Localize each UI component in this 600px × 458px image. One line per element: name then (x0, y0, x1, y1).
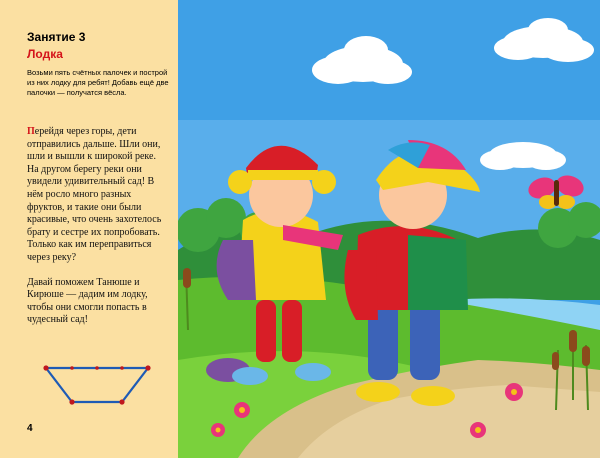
story-paragraph-1-text: ерейдя через горы, дети отправились дальше. Шли они, шли и вышли к широкой реке. На другом берегу реки они увидели удивительный сад! В нём росло много разных фруктов, и такие они были красивые, что очень захотелось брату и сестре их попробовать. Только как им переправиться через реку? (27, 126, 162, 263)
task-instructions: Возьми пять счётных палочек и построй из них лодку для ребят! Добавь ещё две палочки — получатся вёсла. (27, 68, 169, 97)
stick-boat-icon (36, 360, 156, 410)
drop-cap: П (27, 126, 35, 137)
story-paragraph-2: Давай поможем Танюше и Кирюше — дадим им лодку, чтобы они смогли попасть в чудесный сад! (27, 276, 148, 326)
text-panel (0, 0, 178, 458)
lesson-subtitle: Лодка (27, 47, 63, 61)
story-paragraph-1 (27, 126, 167, 265)
story-text (27, 126, 167, 339)
illustration (178, 0, 600, 458)
page-number: 4 (27, 423, 33, 434)
lesson-title: Занятие 3 (27, 30, 86, 44)
